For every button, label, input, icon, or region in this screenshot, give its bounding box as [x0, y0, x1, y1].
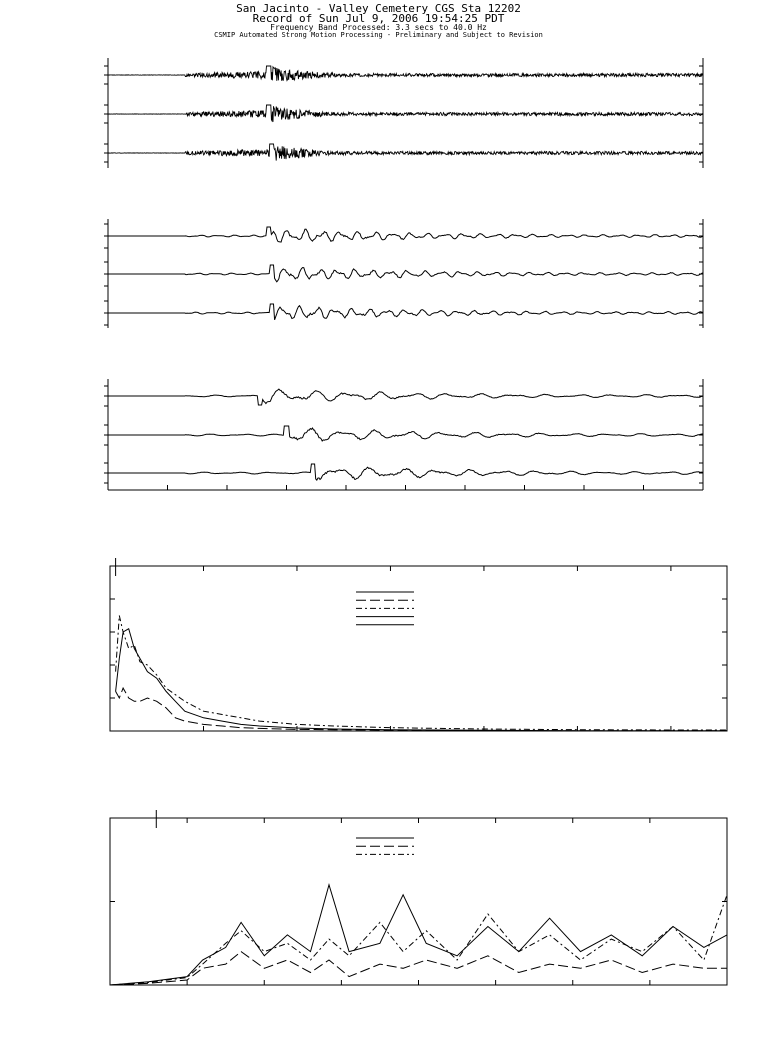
- waveform-series-3: [108, 304, 703, 320]
- processing-note: CSMIP Automated Strong Motion Processing - Preliminary and Subject to Revision: [214, 31, 543, 39]
- spectrum-series-3: [116, 616, 727, 731]
- waveform-series-3: [108, 464, 703, 480]
- frequency-band: Frequency Band Processed: 3.3 secs to 40.0 Hz: [270, 23, 487, 32]
- spectrum-series-3: [110, 895, 727, 985]
- waveform-series-1: [108, 389, 703, 405]
- spectrum-series-1: [110, 885, 727, 985]
- waveform-series-2: [108, 105, 703, 122]
- waveform-series-2: [108, 426, 703, 441]
- spectrum-series-2: [116, 688, 727, 731]
- spectrum-series-2: [110, 952, 727, 985]
- waveform-series-2: [108, 265, 703, 282]
- plot-frame: [110, 566, 727, 731]
- waveform-series-1: [108, 66, 703, 81]
- record-date: Record of Sun Jul 9, 2006 19:54:25 PDT: [252, 12, 505, 25]
- waveform-series-1: [108, 227, 703, 242]
- waveform-series-3: [108, 144, 703, 161]
- station-title: San Jacinto - Valley Cemetery CGS Sta 12202: [236, 2, 521, 15]
- spectrum-series-1: [116, 629, 727, 731]
